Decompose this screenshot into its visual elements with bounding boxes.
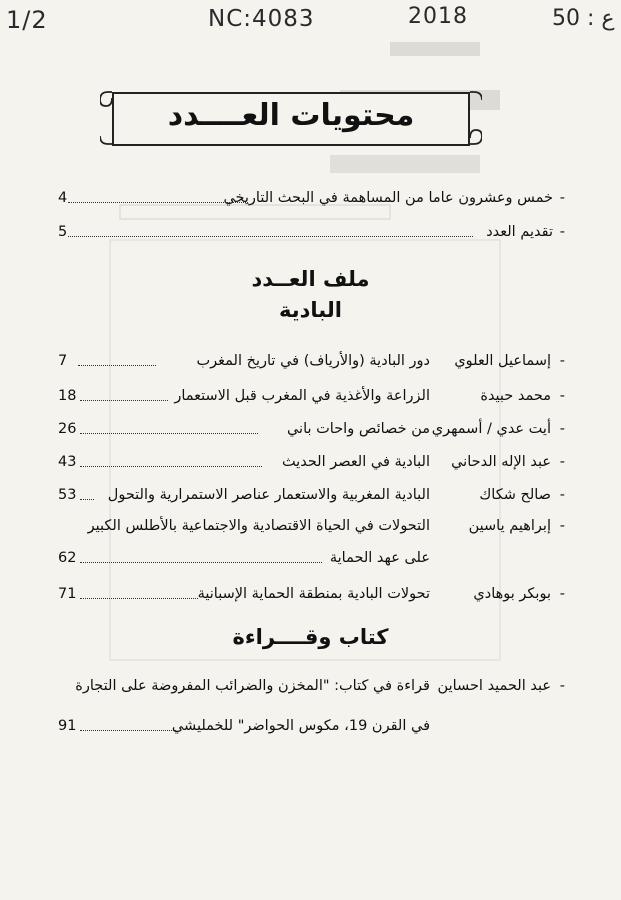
entry-page: 18 xyxy=(58,388,77,404)
entry-title-continued: في القرن 19، مكوس الحواضر" للخمليشي xyxy=(171,718,430,734)
entry-title: التحولات في الحياة الاقتصادية والاجتماعية بالأطلس الكبير xyxy=(87,518,430,534)
toc-entry xyxy=(58,224,565,246)
toc-entry xyxy=(58,421,565,443)
entry-title: تحولات البادية بمنطقة الحماية الإسبانية xyxy=(197,586,430,602)
entry-dash: - xyxy=(559,190,565,206)
entry-dash: - xyxy=(559,678,565,694)
entry-dash: - xyxy=(559,454,565,470)
entry-page: 26 xyxy=(58,421,77,437)
entry-author: محمد حبيدة xyxy=(480,388,551,404)
entry-page: 7 xyxy=(58,353,68,369)
banner-title: محتويات العــــدد xyxy=(167,98,415,133)
contents-banner xyxy=(100,86,482,150)
entry-title: قراءة في كتاب: "المخزن والضرائب المفروضة على التجارة xyxy=(75,678,430,694)
dot-leader xyxy=(80,433,258,434)
dot-leader xyxy=(80,400,168,401)
entry-title: البادية في العصر الحديث xyxy=(281,454,430,470)
dot-leader xyxy=(68,202,248,203)
handwritten-issue-ref: ع : 50 xyxy=(552,6,615,31)
toc-entry xyxy=(58,388,565,410)
toc-entry xyxy=(58,518,565,570)
dot-leader xyxy=(78,365,156,366)
entry-title: خمس وعشرون عاما من المساهمة في البحث التاريخي xyxy=(223,190,553,206)
toc-entry xyxy=(58,678,565,738)
handwritten-year: 2018 xyxy=(408,4,468,29)
entry-page: 71 xyxy=(58,586,77,602)
entry-page: 43 xyxy=(58,454,77,470)
entry-dash: - xyxy=(559,421,565,437)
entry-author: عبد الحميد احساين xyxy=(437,678,551,694)
entry-page: 91 xyxy=(58,718,77,734)
entry-title-continued: على عهد الحماية xyxy=(329,550,430,566)
entry-author: عبد الإله الدحاني xyxy=(451,454,551,470)
entry-page: 4 xyxy=(58,190,68,206)
dot-leader xyxy=(80,499,94,500)
entry-title: من خصائص واحات باني xyxy=(286,421,430,437)
toc-entry xyxy=(58,454,565,476)
toc-entry xyxy=(58,487,565,509)
section-subheading: البادية xyxy=(279,298,342,322)
entry-title: البادية المغربية والاستعمار عناصر الاستمرارية والتحول xyxy=(107,487,430,503)
toc-entry xyxy=(58,586,565,608)
entry-title: دور البادية (والأرياف) في تاريخ المغرب xyxy=(196,353,430,369)
entry-dash: - xyxy=(559,487,565,503)
entry-dash: - xyxy=(559,388,565,404)
dot-leader xyxy=(80,466,262,467)
dot-leader xyxy=(80,562,322,563)
entry-title: تقديم العدد xyxy=(486,224,553,240)
handwritten-page-fraction: 1/2 xyxy=(6,6,48,34)
entry-page: 53 xyxy=(58,487,77,503)
entry-dash: - xyxy=(559,224,565,240)
section-heading: كتاب وقــــراءة xyxy=(232,625,389,649)
entry-dash: - xyxy=(559,353,565,369)
entry-title: الزراعة والأغذية في المغرب قبل الاستعمار xyxy=(174,388,430,404)
entry-author: صالح شكاك xyxy=(479,487,551,503)
entry-author: أيت عدي / أسمهري xyxy=(431,421,551,437)
toc-entry xyxy=(58,353,565,375)
banner-frame xyxy=(112,92,470,146)
toc-entry xyxy=(58,190,565,212)
entry-page: 62 xyxy=(58,550,77,566)
dot-leader xyxy=(68,236,473,237)
dot-leader xyxy=(80,730,176,731)
entry-page: 5 xyxy=(58,224,68,240)
entry-author: إبراهيم ياسين xyxy=(468,518,551,534)
dot-leader xyxy=(80,598,198,599)
entry-dash: - xyxy=(559,518,565,534)
entry-dash: - xyxy=(559,586,565,602)
section-heading: ملف العــدد xyxy=(251,267,370,291)
entry-author: إسماعيل العلوي xyxy=(454,353,551,369)
handwritten-catalog-code: NC:4083 xyxy=(208,6,315,32)
entry-author: بوبكر بوهادي xyxy=(473,586,551,602)
